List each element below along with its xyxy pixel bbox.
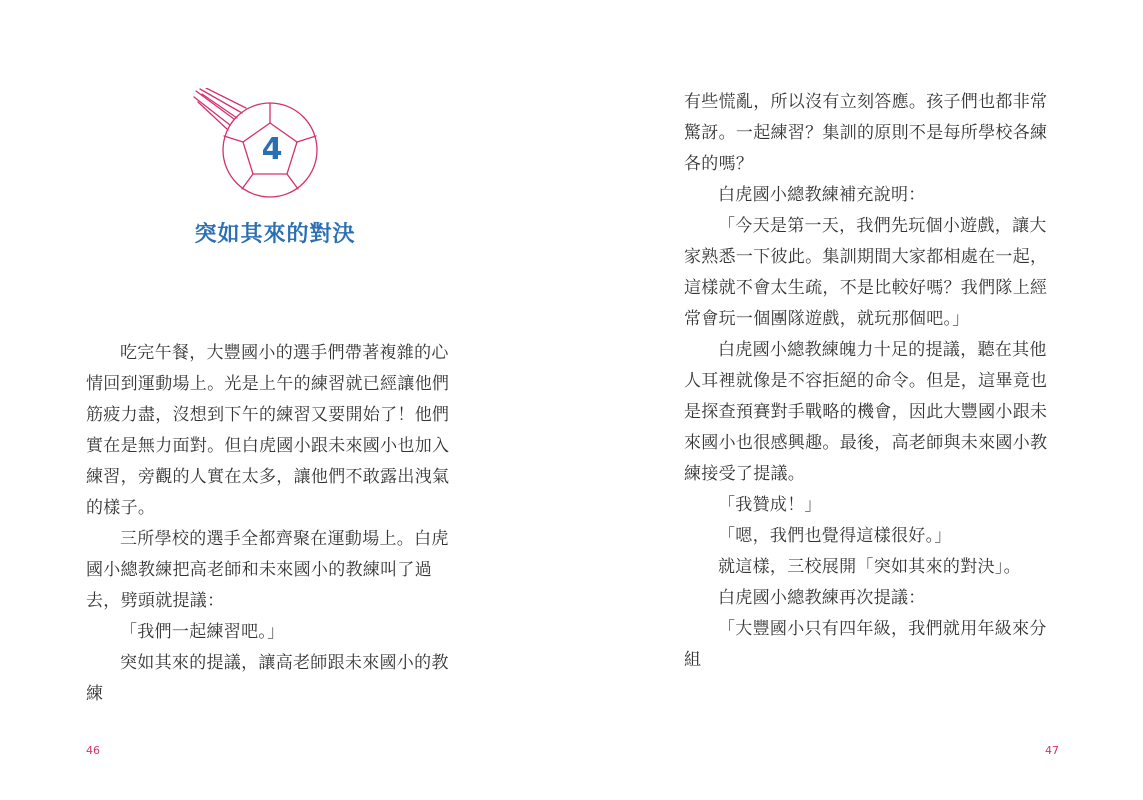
paragraph: 吃完午餐，大豐國小的選手們帶著複雜的心情回到運動場上。光是上午的練習就已經讓他們筋疲力盡，沒想到下午的練習又要開始了！他們實在是無力面對。但白虎國小跟未來國小也加入練習，旁觀的人實在太多，讓他們不敢露出洩氣的樣子。	[86, 343, 450, 518]
paragraph: 突如其來的提議，讓高老師跟未來國小的教練	[86, 653, 449, 704]
paragraph: 有些慌亂，所以沒有立刻答應。孩子們也都非常驚訝。一起練習？集訓的原則不是每所學校各練各的嗎？	[684, 92, 1048, 174]
paragraph: 白虎國小總教練補充說明：	[718, 185, 926, 205]
paragraph: 「嗯，我們也覺得這樣很好。」	[718, 526, 952, 546]
paragraph: 就這樣，三校展開「突如其來的對決」。	[718, 557, 1021, 577]
page-number: 46	[86, 744, 100, 757]
chapter-number: 4	[261, 132, 283, 167]
paragraph: 「我贊成！」	[718, 495, 822, 515]
right-body-text	[684, 87, 1056, 676]
soccer-ball-icon	[190, 88, 330, 198]
right-page	[572, 0, 1143, 800]
paragraph: 三所學校的選手全都齊聚在運動場上。白虎國小總教練把高老師和未來國小的教練叫了過去，劈頭就提議：	[86, 529, 449, 611]
paragraph: 「我們一起練習吧。」	[120, 622, 285, 642]
paragraph: 「今天是第一天，我們先玩個小遊戲，讓大家熟悉一下彼此。集訓期間大家都相處在一起，這樣就不會太生疏，不是比較好嗎？我們隊上經常會玩一個團隊遊戲，就玩那個吧。」	[684, 216, 1048, 329]
paragraph: 白虎國小總教練魄力十足的提議，聽在其他人耳裡就像是不容拒絕的命令。但是，這畢竟也是探查預賽對手戰略的機會，因此大豐國小跟未來國小也很感興趣。最後，高老師與未來國小教練接受了提議。	[684, 340, 1048, 484]
paragraph: 白虎國小總教練再次提議：	[718, 588, 926, 608]
paragraph: 「大豐國小只有四年級，我們就用年級來分組	[684, 619, 1047, 670]
left-body-text	[86, 338, 458, 710]
left-page	[0, 0, 571, 800]
chapter-title: 突如其來的對決	[194, 222, 356, 247]
page-number: 47	[1045, 744, 1059, 757]
